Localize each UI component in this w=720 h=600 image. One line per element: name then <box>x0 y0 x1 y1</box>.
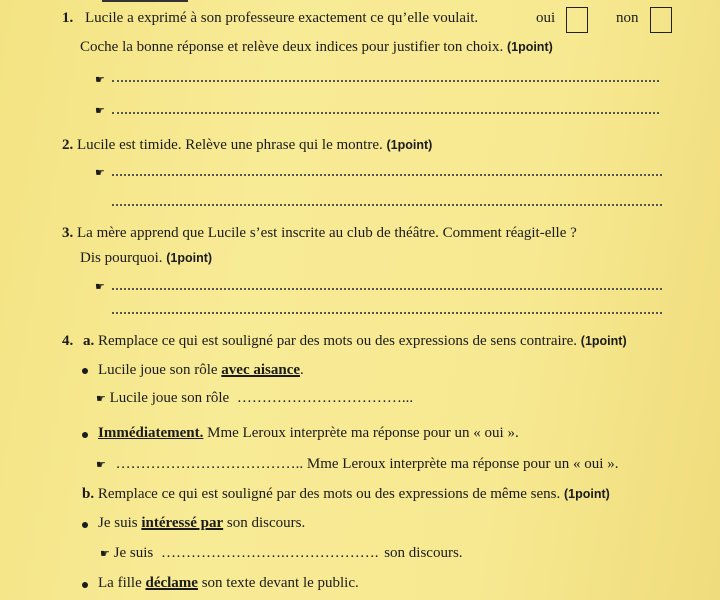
q4a2-answer <box>96 455 618 474</box>
q3-number: 3. <box>62 225 74 241</box>
hand-pointing-right-icon: ☛ <box>95 166 105 179</box>
q3-points: (1point) <box>166 251 213 265</box>
hand-pointing-right-icon: ☛ <box>95 280 105 293</box>
q4a2-sentence <box>98 424 519 442</box>
q4a1-answer-start: Lucile joue son rôle <box>109 390 230 406</box>
bullet <box>82 522 88 528</box>
bullet <box>82 368 88 374</box>
q4a2-answer-dots[interactable]: ……………………………….. <box>115 456 307 472</box>
hand-pointing-right-icon: ☛ <box>96 458 106 471</box>
q2-answer-line-1[interactable] <box>112 174 662 176</box>
q4a-line <box>62 332 627 350</box>
q3-answer-line-1[interactable] <box>112 288 662 290</box>
q4b1-before: Je suis <box>98 515 142 531</box>
q4b1-after: son discours. <box>223 515 306 531</box>
q4a2-underlined: Immédiatement. <box>98 425 204 441</box>
q4b-line <box>82 485 610 503</box>
q1-answer-line-2[interactable] <box>112 112 659 114</box>
q4b2-sentence <box>98 574 359 592</box>
q4b1-sentence <box>98 514 305 532</box>
q1-text: Lucile a exprimé à son professeure exactement ce qu’elle voulait. <box>85 10 479 26</box>
hand-pointing-right-icon: ☛ <box>95 104 105 117</box>
q4b1-answer-dots[interactable]: …………………….………………. <box>160 545 379 561</box>
q1-points: (1point) <box>506 40 553 54</box>
q4b2-after: son texte devant le public. <box>197 575 359 591</box>
q4b1-underlined: intéressé par <box>141 515 224 531</box>
top-rule <box>102 0 188 2</box>
hand-pointing-right-icon: ☛ <box>100 547 110 560</box>
oui-checkbox[interactable] <box>566 7 588 33</box>
q4a1-answer-dots[interactable]: ……………………………... <box>236 390 414 406</box>
q3-text2: Dis pourquoi. <box>80 250 163 266</box>
q1-instruction: Coche la bonne réponse et relève deux indices pour justifier ton choix. <box>80 39 504 55</box>
q1-instruction-line <box>80 38 553 56</box>
q1-answer-line-1[interactable] <box>112 80 659 82</box>
hand-pointing-right-icon: ☛ <box>96 392 106 405</box>
q3-line-2 <box>80 249 212 267</box>
q3-answer-line-2[interactable] <box>112 312 662 314</box>
q3-text: La mère apprend que Lucile s’est inscrite au club de théâtre. Comment réagit-elle ? <box>77 225 577 241</box>
q4a1-underlined: avec aisance <box>221 362 301 378</box>
q4a-points: (1point) <box>580 334 627 348</box>
q1-non-label: non <box>616 10 639 26</box>
q1-oui-label: oui <box>536 10 556 26</box>
q4b-label: b. <box>82 486 95 502</box>
q4b2-underlined: déclame <box>145 575 198 591</box>
q4b-text: Remplace ce qui est souligné par des mots ou des expressions de même sens. <box>97 486 561 502</box>
q4a-text: Remplace ce qui est souligné par des mots ou des expressions de sens contraire. <box>98 333 578 349</box>
q4b2-before: La fille <box>98 575 146 591</box>
bullet <box>82 432 88 438</box>
q2-points: (1point) <box>386 138 433 152</box>
q2-text: Lucile est timide. Relève une phrase qui le montre. <box>77 137 383 153</box>
q4a1-before: Lucile joue son rôle <box>98 362 222 378</box>
q4a-label: a. <box>83 333 95 349</box>
non-checkbox[interactable] <box>650 7 672 33</box>
hand-pointing-right-icon: ☛ <box>95 73 105 86</box>
q2-line <box>62 136 432 154</box>
q4a1-sentence <box>98 361 304 379</box>
q4a1-answer <box>96 389 413 408</box>
q4b-points: (1point) <box>564 487 610 501</box>
q4a2-after: Mme Leroux interprète ma réponse pour un « oui ». <box>203 425 519 441</box>
q4b1-answer-end: son discours. <box>384 545 463 561</box>
q1-number: 1. <box>62 10 74 26</box>
q4b1-answer <box>100 544 463 563</box>
q4b1-answer-start: Je suis <box>113 545 154 561</box>
q2-answer-line-2[interactable] <box>112 204 662 206</box>
q4a1-after: . <box>300 362 304 378</box>
bullet <box>82 582 88 588</box>
q2-number: 2. <box>62 137 74 153</box>
q3-line <box>62 224 666 242</box>
q4a2-answer-end: Mme Leroux interprète ma réponse pour un « oui ». <box>306 456 619 472</box>
q4-number: 4. <box>62 333 74 349</box>
q1-line <box>62 9 478 27</box>
